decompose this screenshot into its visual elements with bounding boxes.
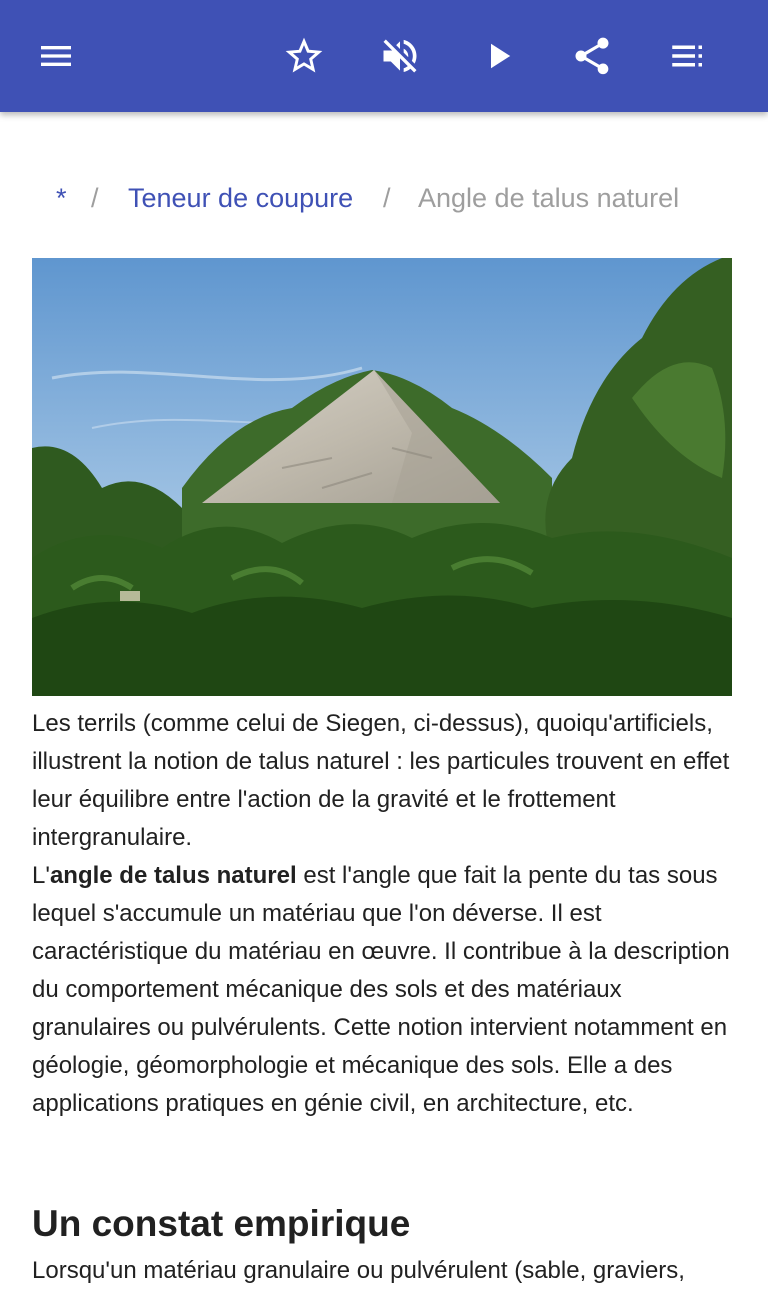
breadcrumb-parent-link[interactable]: Teneur de coupure (128, 183, 354, 213)
volume-off-icon (378, 34, 422, 78)
section-heading: Un constat empirique (32, 1203, 411, 1244)
breadcrumb (0, 176, 768, 220)
breadcrumb-separator: / (91, 183, 99, 213)
article-term-bold: angle de talus naturel (49, 862, 297, 889)
playlist-icon (667, 35, 709, 77)
play-button[interactable] (462, 20, 534, 92)
article-text: L' (32, 862, 50, 889)
breadcrumb-separator: / (383, 183, 391, 213)
breadcrumb-home-link[interactable]: * (56, 183, 67, 213)
menu-icon (36, 36, 76, 76)
favorite-button[interactable] (268, 20, 340, 92)
star-outline-icon (282, 34, 326, 78)
article-paragraph: Les terrils (comme celui de Siegen, ci-dessus), quoiqu'artificiels, illustrent la notion de talus naturel : les particules trouvent en effet leur équilibre entre l'action de la gravité et le frottement intergranulaire. (32, 710, 730, 851)
spoil-heap-photo (32, 258, 732, 696)
play-icon (477, 35, 519, 77)
breadcrumb-current: Angle de talus naturel (418, 183, 680, 213)
article-text: est l'angle que fait la pente du tas sous lequel s'accumule un matériau que l'on déverse. Il est caractéristique du matériau en œuvre. Il contribue à la description du comportement mécanique des sols et des matériaux granulaires ou pulvérulents. Cette notion intervient notamment en géologie, géomorphologie et mécanique des sols. Elle a des applications pratiques en génie civil, en architecture, etc. (32, 862, 730, 1117)
contents-button[interactable] (652, 20, 724, 92)
article-paragraph: Lorsqu'un matériau granulaire ou pulvérulent (sable, graviers, (32, 1257, 685, 1284)
article-image (32, 258, 732, 696)
mute-button[interactable] (364, 20, 436, 92)
app-toolbar (0, 0, 768, 112)
share-icon (570, 34, 614, 78)
share-button[interactable] (556, 20, 628, 92)
menu-button[interactable] (20, 20, 92, 92)
article-paragraph (32, 857, 738, 1123)
article-body (32, 705, 738, 1123)
